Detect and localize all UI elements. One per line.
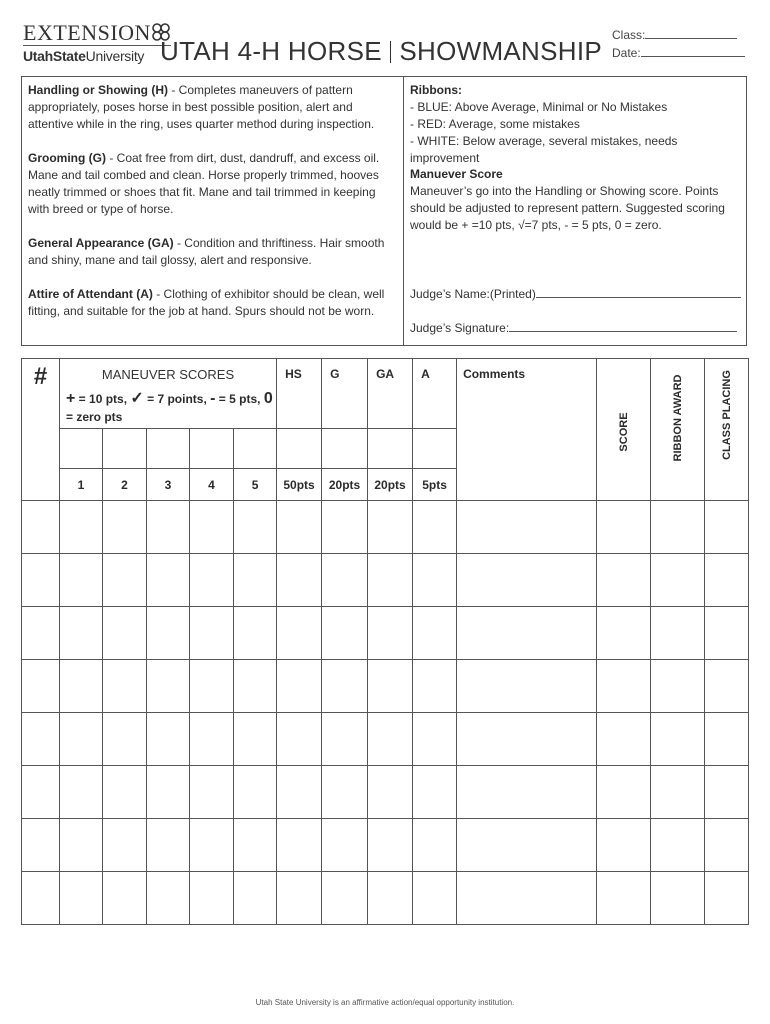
legend-minus: -: [210, 390, 216, 407]
entry-row: [22, 501, 749, 554]
entry-cell[interactable]: [597, 607, 651, 660]
title-separator: [390, 41, 392, 63]
entry-cell[interactable]: [597, 660, 651, 713]
entry-cell[interactable]: [277, 766, 322, 819]
judge-name-field[interactable]: [410, 286, 744, 303]
class-field[interactable]: [612, 28, 737, 42]
maneuver-4-blank: [190, 429, 234, 469]
entry-row: [22, 819, 749, 872]
entry-cell[interactable]: [413, 554, 457, 607]
entry-cell[interactable]: [147, 501, 190, 554]
legend-zero: 0: [263, 390, 273, 407]
a-points: 5pts: [413, 469, 457, 501]
entry-cell[interactable]: [368, 607, 413, 660]
entry-row: [22, 872, 749, 925]
entry-cell[interactable]: [705, 554, 749, 607]
entry-cell[interactable]: [22, 766, 60, 819]
maneuver-number-5: 5: [234, 469, 277, 501]
legend-check: ✓: [130, 390, 144, 407]
entry-cell[interactable]: [413, 713, 457, 766]
entry-cell[interactable]: [457, 872, 597, 925]
a-label: A: [421, 367, 430, 381]
title-right: SHOWMANSHIP: [399, 36, 603, 66]
entry-cell[interactable]: [705, 660, 749, 713]
entry-cell[interactable]: [147, 554, 190, 607]
entry-cell[interactable]: [147, 872, 190, 925]
ribbon-blue: - BLUE: Above Average, Minimal or No Mistakes: [410, 100, 668, 114]
criteria-handling: [28, 82, 400, 133]
entry-cell[interactable]: [651, 819, 705, 872]
entry-cell[interactable]: [322, 607, 368, 660]
criteria-box: [21, 76, 747, 346]
entry-cell[interactable]: [368, 501, 413, 554]
entry-cell[interactable]: [322, 501, 368, 554]
entry-cell[interactable]: [651, 501, 705, 554]
judge-name-label: Judge’s Name:(Printed): [410, 287, 536, 301]
entry-cell[interactable]: [597, 501, 651, 554]
ribbon-red: - RED: Average, some mistakes: [410, 117, 580, 131]
entry-cell[interactable]: [147, 766, 190, 819]
logo-rule: [23, 45, 171, 46]
entry-cell[interactable]: [705, 766, 749, 819]
entry-cell[interactable]: [190, 660, 234, 713]
entry-cell[interactable]: [190, 501, 234, 554]
entry-cell[interactable]: [234, 660, 277, 713]
g-points: 20pts: [322, 469, 368, 501]
a-blank: [413, 429, 457, 469]
entry-cell[interactable]: [103, 501, 147, 554]
logo-extension-text: EXTENSION: [23, 20, 151, 45]
entry-cell[interactable]: [22, 872, 60, 925]
ribbon-white: - WHITE: Below average, several mistakes, needs improvement: [410, 134, 678, 165]
entry-cell[interactable]: [651, 713, 705, 766]
judge-signature-line: [509, 320, 737, 332]
entry-cell[interactable]: [413, 501, 457, 554]
logo-university-bold: UtahState: [23, 48, 86, 64]
hash-header: [22, 359, 60, 501]
entry-cell[interactable]: [277, 554, 322, 607]
hash-label: #: [33, 363, 48, 390]
criteria-attire: [28, 286, 388, 320]
entry-cell[interactable]: [103, 713, 147, 766]
maneuver-2-blank: [103, 429, 147, 469]
entry-cell[interactable]: [103, 607, 147, 660]
entry-cell[interactable]: [60, 766, 103, 819]
score-rows: [22, 501, 749, 925]
entry-cell[interactable]: [322, 554, 368, 607]
entry-cell[interactable]: [597, 713, 651, 766]
entry-cell[interactable]: [60, 713, 103, 766]
criteria-grooming: [28, 150, 400, 218]
entry-cell[interactable]: [234, 501, 277, 554]
maneuver-legend: [66, 388, 276, 408]
entry-cell[interactable]: [368, 872, 413, 925]
entry-row: [22, 607, 749, 660]
entry-cell[interactable]: [368, 819, 413, 872]
entry-cell[interactable]: [705, 872, 749, 925]
entry-cell[interactable]: [190, 766, 234, 819]
judge-signature-field[interactable]: [410, 320, 744, 337]
entry-cell[interactable]: [190, 819, 234, 872]
entry-cell[interactable]: [190, 872, 234, 925]
entry-cell[interactable]: [413, 819, 457, 872]
entry-cell[interactable]: [103, 660, 147, 713]
maneuver-scores-header: [60, 359, 277, 429]
entry-cell[interactable]: [457, 660, 597, 713]
entry-row: [22, 660, 749, 713]
score-label: SCORE: [617, 412, 630, 452]
g-blank: [322, 429, 368, 469]
entry-cell[interactable]: [457, 554, 597, 607]
handling-text: - Completes maneuvers of pattern appropriately, poses horse in best possible position, alert and attentive while in the ring, uses quarter method during inspection.: [28, 83, 375, 131]
class-label: Class:: [612, 28, 646, 42]
entry-cell[interactable]: [705, 607, 749, 660]
page-title: [160, 36, 602, 66]
class-line: [645, 28, 737, 39]
judge-signature-label: Judge’s Signature:: [410, 321, 510, 335]
entry-cell[interactable]: [103, 554, 147, 607]
maneuver-number-4: 4: [190, 469, 234, 501]
hs-header: [277, 359, 322, 429]
comments-label: Comments: [463, 367, 526, 381]
logo-university-regular: University: [85, 48, 145, 64]
criteria-divider: [403, 77, 404, 345]
maneuver-number-1: 1: [60, 469, 103, 501]
entry-cell[interactable]: [322, 819, 368, 872]
entry-cell[interactable]: [147, 607, 190, 660]
entry-row: [22, 554, 749, 607]
entry-cell[interactable]: [413, 872, 457, 925]
ribbons-section: [410, 82, 742, 167]
entry-cell[interactable]: [234, 766, 277, 819]
entry-cell[interactable]: [413, 766, 457, 819]
entry-cell[interactable]: [413, 607, 457, 660]
date-field[interactable]: [612, 46, 745, 60]
class-placing-label: CLASS PLACING: [720, 370, 733, 461]
entry-cell[interactable]: [234, 819, 277, 872]
entry-cell[interactable]: [234, 607, 277, 660]
entry-cell[interactable]: [597, 819, 651, 872]
entry-cell[interactable]: [234, 554, 277, 607]
hs-label: HS: [285, 367, 302, 381]
entry-cell[interactable]: [368, 554, 413, 607]
entry-cell[interactable]: [277, 872, 322, 925]
ga-header: [368, 359, 413, 429]
entry-cell[interactable]: [22, 607, 60, 660]
entry-cell[interactable]: [60, 819, 103, 872]
entry-cell[interactable]: [651, 554, 705, 607]
entry-cell[interactable]: [22, 713, 60, 766]
entry-cell[interactable]: [60, 501, 103, 554]
extension-logo: [23, 20, 155, 66]
entry-cell[interactable]: [103, 819, 147, 872]
entry-cell[interactable]: [368, 713, 413, 766]
entry-cell[interactable]: [597, 872, 651, 925]
entry-cell[interactable]: [234, 713, 277, 766]
entry-row: [22, 766, 749, 819]
maneuver-text: Maneuver’s go into the Handling or Showing score. Points should be adjusted to represent pattern. Suggested scoring would be + =10 pts, √=7 pts, - = 5 pts, 0 = zero.: [410, 184, 725, 232]
entry-cell[interactable]: [651, 766, 705, 819]
entry-cell[interactable]: [60, 660, 103, 713]
maneuver-5-blank: [234, 429, 277, 469]
entry-cell[interactable]: [147, 713, 190, 766]
ribbon-award-label: RIBBON AWARD: [671, 374, 684, 462]
entry-cell[interactable]: [457, 766, 597, 819]
appearance-text: - Condition and thriftiness. Hair smooth and shiny, mane and tail glossy, alert and responsive.: [28, 236, 385, 267]
score-header: [597, 359, 651, 501]
entry-cell[interactable]: [22, 819, 60, 872]
entry-cell[interactable]: [147, 819, 190, 872]
entry-row: [22, 713, 749, 766]
title-left: UTAH 4-H HORSE: [160, 36, 382, 66]
legend-minus-text: = 5 pts,: [215, 392, 264, 406]
maneuver-3-blank: [147, 429, 190, 469]
maneuver-scores-title: MANEUVER SCORES: [101, 367, 235, 382]
ga-blank: [368, 429, 413, 469]
entry-cell[interactable]: [22, 660, 60, 713]
legend-plus: +: [66, 390, 76, 407]
maneuver-number-2: 2: [103, 469, 147, 501]
handling-term: Handling or Showing (H): [28, 83, 168, 97]
ribbons-heading: Ribbons:: [410, 83, 462, 97]
entry-cell[interactable]: [277, 660, 322, 713]
ga-points: 20pts: [368, 469, 413, 501]
footer-statement: Utah State University is an affirmative action/equal opportunity institution.: [255, 998, 515, 1007]
legend-plus-text: = 10 pts,: [75, 392, 131, 406]
class-placing-header: [705, 359, 749, 501]
maneuver-number-3: 3: [147, 469, 190, 501]
entry-cell[interactable]: [277, 501, 322, 554]
entry-cell[interactable]: [457, 501, 597, 554]
entry-cell[interactable]: [60, 607, 103, 660]
entry-cell[interactable]: [457, 607, 597, 660]
grooming-term: Grooming (G): [28, 151, 106, 165]
g-label: G: [330, 367, 340, 381]
entry-cell[interactable]: [457, 713, 597, 766]
ribbon-award-header: [651, 359, 705, 501]
entry-cell[interactable]: [60, 872, 103, 925]
entry-cell[interactable]: [651, 660, 705, 713]
maneuver-1-blank: [60, 429, 103, 469]
criteria-appearance: [28, 235, 400, 269]
entry-cell[interactable]: [651, 872, 705, 925]
entry-cell[interactable]: [190, 554, 234, 607]
entry-cell[interactable]: [322, 660, 368, 713]
entry-cell[interactable]: [190, 713, 234, 766]
header-row-top: [22, 359, 749, 429]
entry-cell[interactable]: [147, 660, 190, 713]
entry-cell[interactable]: [322, 766, 368, 819]
entry-cell[interactable]: [368, 660, 413, 713]
score-table: [21, 358, 749, 925]
entry-cell[interactable]: [277, 713, 322, 766]
a-header: [413, 359, 457, 429]
entry-cell[interactable]: [22, 554, 60, 607]
entry-cell[interactable]: [103, 872, 147, 925]
logo-university: [23, 48, 144, 64]
entry-cell[interactable]: [457, 819, 597, 872]
appearance-term: General Appearance (GA): [28, 236, 174, 250]
entry-cell[interactable]: [277, 819, 322, 872]
entry-cell[interactable]: [597, 554, 651, 607]
entry-cell[interactable]: [60, 554, 103, 607]
attire-text: - Clothing of exhibitor should be clean, well fitting, and suitable for the job at hand. Spurs should not be worn.: [28, 287, 385, 318]
entry-cell[interactable]: [322, 872, 368, 925]
entry-cell[interactable]: [103, 766, 147, 819]
entry-cell[interactable]: [651, 607, 705, 660]
grooming-text: - Coat free from dirt, dust, dandruff, and excess oil. Mane and tail combed and clean. Horse properly trimmed, hooves neatly trimmed or shoes that fit. Mane and tail trimmed in keeping with breed or type of horse.: [28, 151, 380, 216]
attire-term: Attire of Attendant (A): [28, 287, 153, 301]
comments-header: [457, 359, 597, 501]
entry-cell[interactable]: [705, 713, 749, 766]
maneuver-score-section: [410, 166, 742, 234]
ga-label: GA: [376, 367, 395, 381]
entry-cell[interactable]: [705, 501, 749, 554]
entry-cell[interactable]: [597, 766, 651, 819]
entry-cell[interactable]: [322, 713, 368, 766]
legend-check-text: = 7 points,: [143, 392, 211, 406]
entry-cell[interactable]: [234, 872, 277, 925]
entry-cell[interactable]: [277, 607, 322, 660]
judge-name-line: [536, 286, 741, 298]
hs-points: 50pts: [277, 469, 322, 501]
maneuver-heading: Manuever Score: [410, 167, 503, 181]
entry-cell[interactable]: [22, 501, 60, 554]
entry-cell[interactable]: [368, 766, 413, 819]
legend-zero-text: = zero pts: [66, 410, 123, 424]
entry-cell[interactable]: [190, 607, 234, 660]
g-header: [322, 359, 368, 429]
date-line: [641, 46, 745, 57]
date-label: Date:: [612, 46, 641, 60]
hs-blank: [277, 429, 322, 469]
entry-cell[interactable]: [413, 660, 457, 713]
entry-cell[interactable]: [705, 819, 749, 872]
